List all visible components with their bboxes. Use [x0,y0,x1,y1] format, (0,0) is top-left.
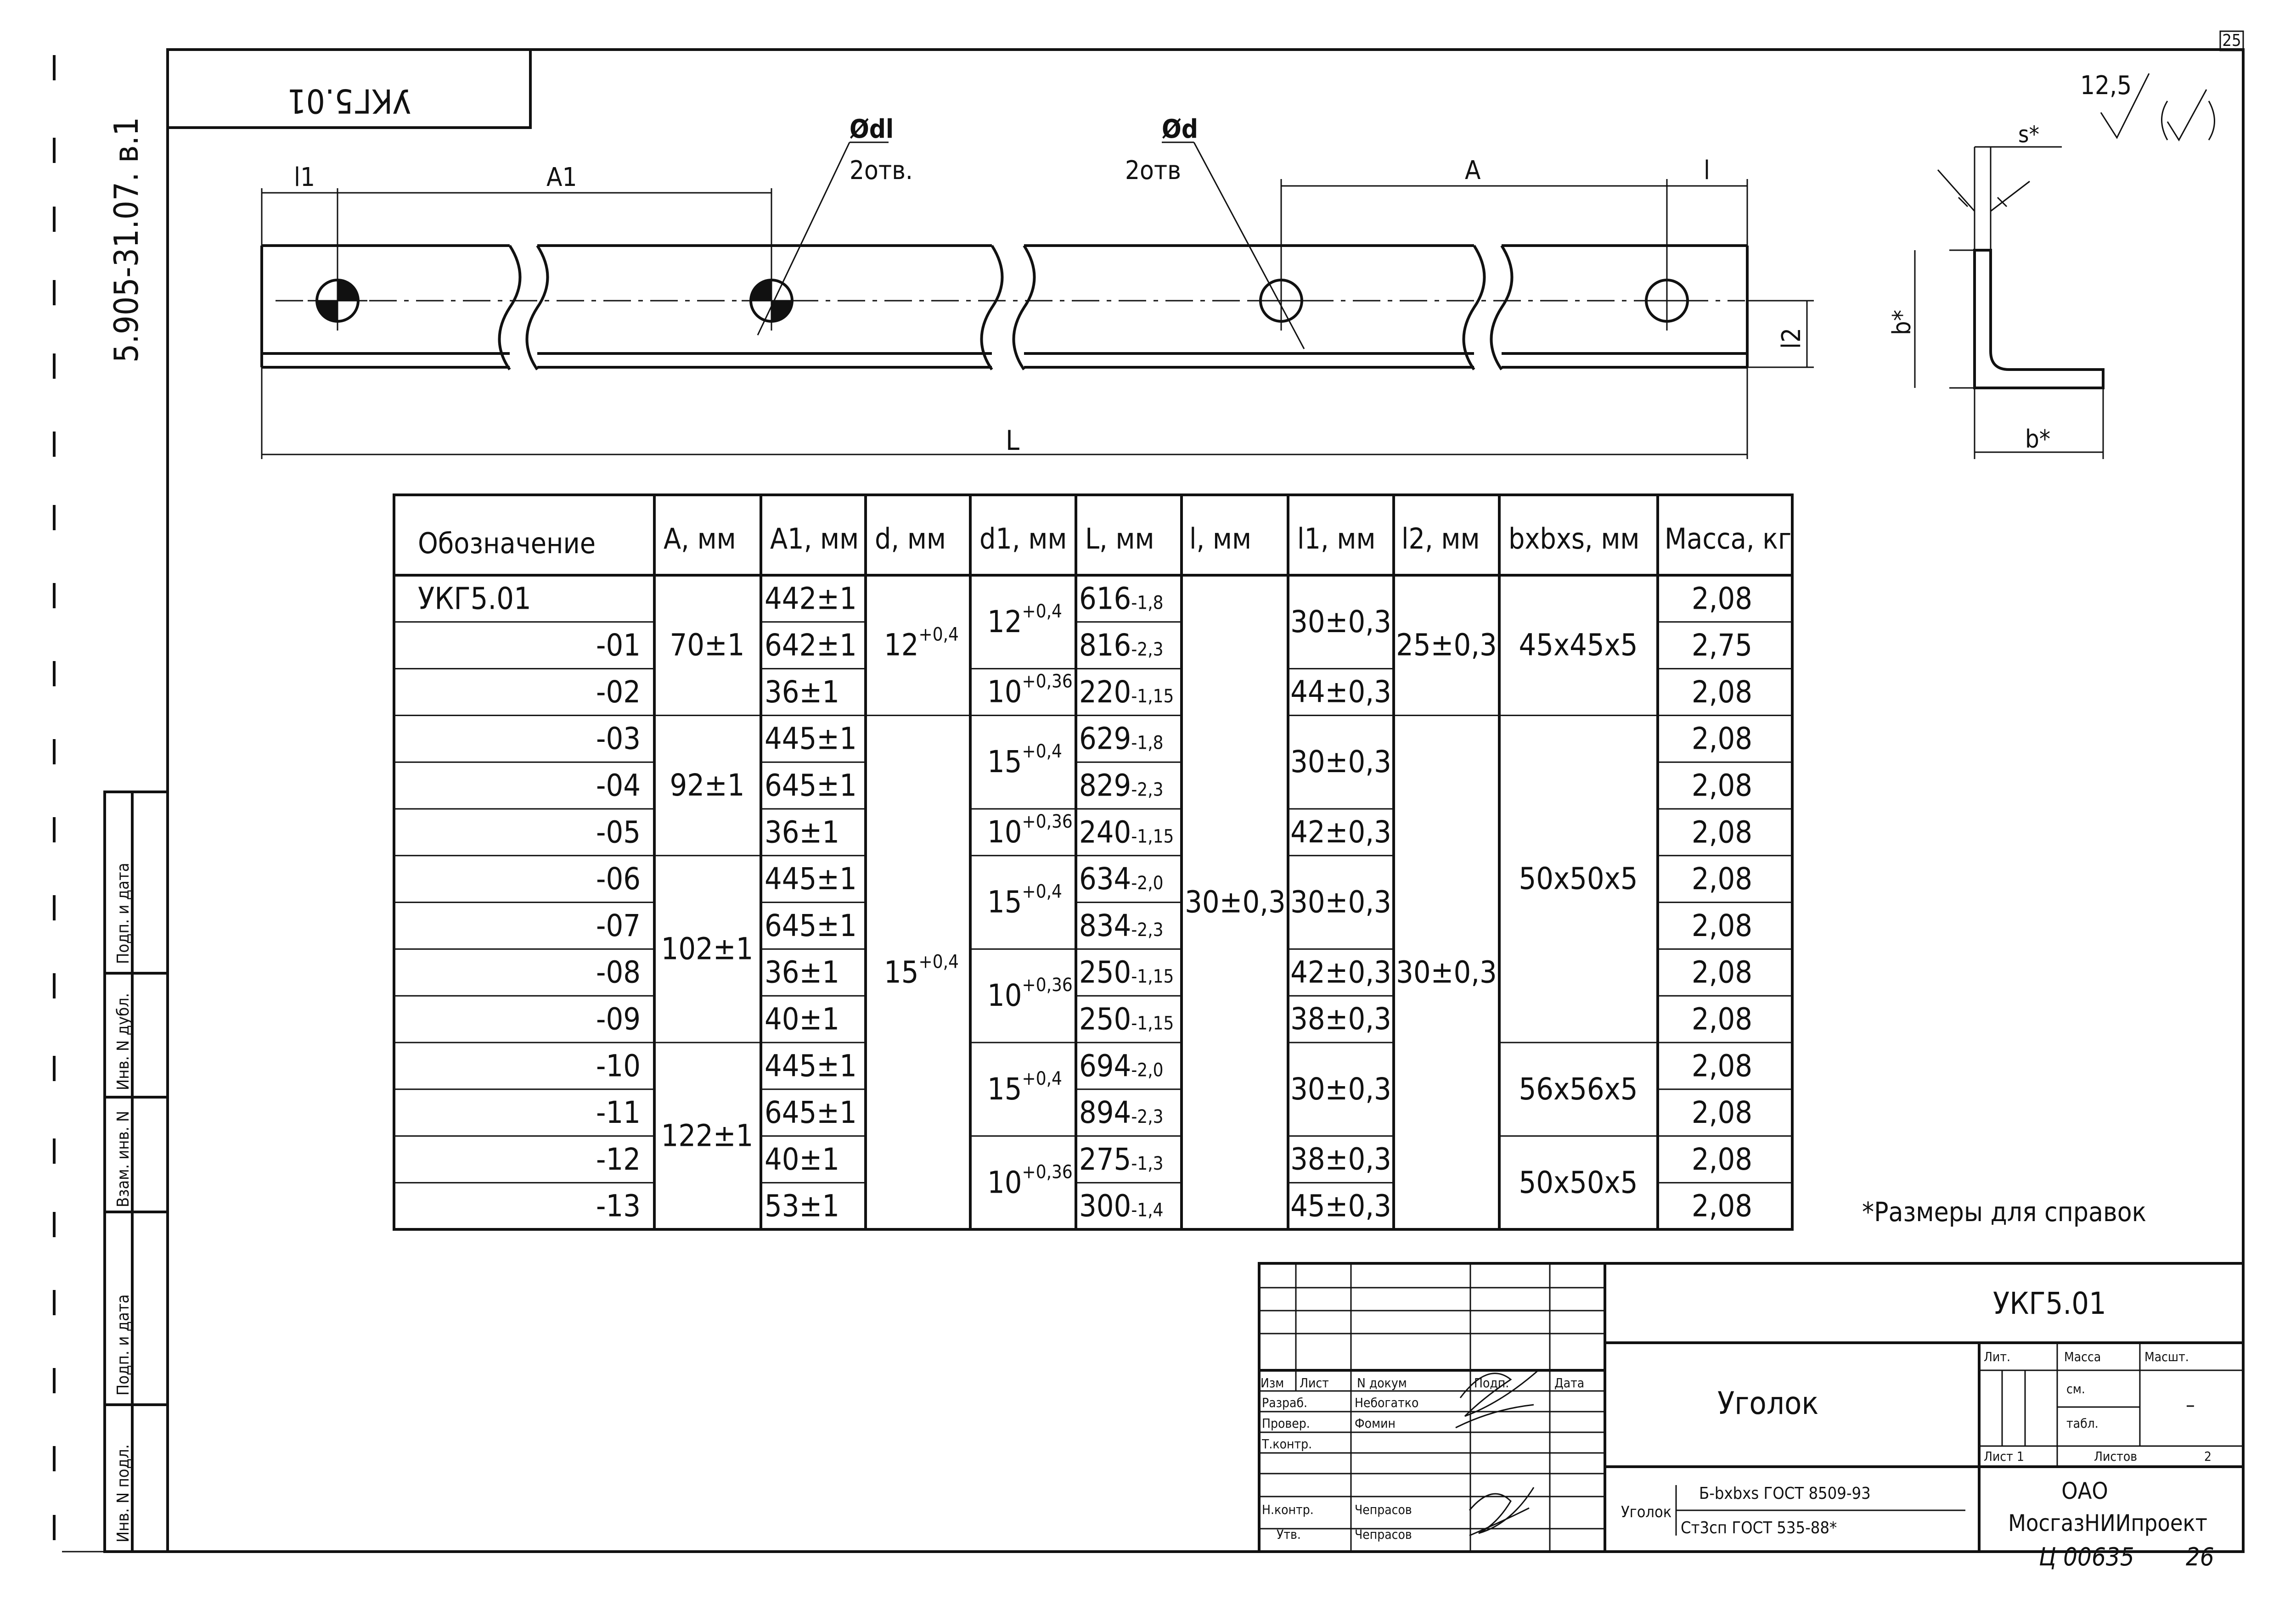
cell-A1: 36±1 [765,674,840,710]
svg-text:Ød: Ød [1162,114,1198,144]
cell-L: 829-2,3 [1079,768,1164,803]
cell-d1: $10^{+0,36}$ [987,811,1073,850]
cell-A1: 40±1 [765,1001,840,1037]
cell-L: 894-2,3 [1079,1095,1164,1131]
svg-text:Фомин: Фомин [1355,1416,1396,1431]
svg-text:табл.: табл. [2066,1416,2099,1431]
svg-text:Ст3сп ГОСТ 535-88*: Ст3сп ГОСТ 535-88* [1681,1519,1837,1537]
cell-l1: 38±0,3 [1290,1001,1391,1037]
svg-text:Изм: Изм [1261,1375,1284,1391]
header-L: L, мм [1085,522,1154,555]
cell-A1: 442±1 [765,581,857,617]
cell-d: $12^{+0,4}$ [884,624,959,663]
cell-L: 694-2,0 [1079,1048,1164,1084]
cell-mass: 2,08 [1691,1188,1753,1224]
cell-A1: 645±1 [765,1095,857,1131]
cell-mass: 2,08 [1691,581,1753,617]
cell-A1: 445±1 [765,721,857,757]
svg-text:l1: l1 [294,163,315,192]
cell-d1: $15^{+0,4}$ [987,881,1062,920]
svg-text:Масшт.: Масшт. [2144,1349,2189,1364]
cell-mass: 2,75 [1691,628,1753,663]
cell-A: 92±1 [670,768,745,803]
table-row-designation: УКГ5.01 [418,581,531,617]
svg-text:A1: A1 [546,163,577,192]
org-line-2: МосгазНИИпроект [2008,1510,2207,1536]
cell-d1: $10^{+0,36}$ [987,671,1073,710]
table-row-designation: -08 [596,954,641,990]
svg-text:Уголок: Уголок [1621,1503,1672,1521]
cell-mass: 2,08 [1691,908,1753,943]
svg-text:Т.контр.: Т.контр. [1262,1436,1312,1452]
svg-text:Лит.: Лит. [1984,1349,2010,1364]
header-l: l, мм [1189,522,1252,555]
cell-L: 634-2,0 [1079,861,1164,897]
cell-l1: 30±0,3 [1290,744,1391,780]
cell-L: 816-2,3 [1079,628,1164,663]
svg-text:b*: b* [1887,309,1916,335]
cell-l2: 25±0,3 [1396,627,1497,663]
archive-page: 26 [2186,1542,2214,1571]
cell-A1: 445±1 [765,861,857,897]
svg-text:Подп. и дата: Подп. и дата [114,1294,133,1396]
svg-text:L: L [1006,425,1020,457]
cell-bxbxs: 50x50x5 [1519,1165,1638,1200]
table-row-designation: -11 [596,1095,641,1131]
svg-text:Утв.: Утв. [1277,1527,1301,1542]
vertical-doc-code: 5.905-31.07. в.1 [107,117,146,363]
svg-text:Подп.: Подп. [1474,1375,1509,1391]
svg-text:Провер.: Провер. [1262,1416,1310,1431]
cell-mass: 2,08 [1691,674,1753,710]
table-row-designation: -13 [596,1188,641,1224]
svg-text:Лист: Лист [1300,1375,1329,1391]
svg-text:Подп. и дата: Подп. и дата [114,863,133,964]
svg-text:2: 2 [2204,1449,2212,1464]
svg-text:2отв: 2отв [1125,156,1181,185]
svg-text:Небогатко: Небогатко [1355,1395,1419,1410]
table-row-designation: -10 [596,1048,641,1084]
cell-bxbxs: 50x50x5 [1519,861,1638,897]
svg-text:s*: s* [2018,121,2039,148]
header-A1: A1, мм [770,522,859,555]
svg-text:b*: b* [2025,425,2051,454]
cell-l1: 30±0,3 [1290,884,1391,920]
cell-mass: 2,08 [1691,861,1753,897]
cell-mass: 2,08 [1691,721,1753,757]
cell-L: 220-1,15 [1079,674,1174,710]
cell-l1: 45±0,3 [1290,1188,1391,1224]
header-A: A, мм [664,522,736,555]
cell-A1: 642±1 [765,628,857,663]
cell-A1: 645±1 [765,908,857,943]
cell-d1: $15^{+0,4}$ [987,1068,1062,1107]
svg-text:Чепрасов: Чепрасов [1355,1502,1412,1517]
cell-l1: 44±0,3 [1290,674,1391,710]
cell-l1: 42±0,3 [1290,814,1391,850]
cell-A1: 645±1 [765,768,857,803]
cell-L: 616-1,8 [1079,581,1164,617]
svg-text:Дата: Дата [1554,1375,1585,1391]
svg-text:см.: см. [2066,1381,2085,1396]
cell-A: 122±1 [661,1118,754,1154]
svg-text:Листов: Листов [2094,1449,2138,1464]
cell-mass: 2,08 [1691,1048,1753,1084]
cell-A: 102±1 [661,931,754,967]
svg-text:Масса: Масса [2064,1349,2101,1364]
sheet-number: 25 [2222,31,2241,50]
cell-l1: 30±0,3 [1290,604,1391,639]
cell-L: 250-1,15 [1079,954,1174,990]
header-d1: d1, мм [979,522,1067,555]
svg-text:Лист 1: Лист 1 [1984,1449,2024,1464]
table-row-designation: -09 [596,1001,641,1037]
cell-l2: 30±0,3 [1396,954,1497,990]
header-d: d, мм [875,522,946,555]
cell-d1: $12^{+0,4}$ [987,600,1062,639]
svg-text:Инв. N дубл.: Инв. N дубл. [114,992,133,1090]
title-designation: УКГ5.01 [1993,1286,2106,1321]
svg-text:A: A [1465,156,1481,185]
cell-L: 240-1,15 [1079,814,1174,850]
cell-L: 834-2,3 [1079,908,1164,943]
svg-text:N докум: N докум [1357,1375,1407,1391]
cell-d: $15^{+0,4}$ [884,951,959,990]
svg-text:2отв.: 2отв. [850,156,913,185]
cell-bxbxs: 45x45x5 [1519,627,1638,663]
title-name: Уголок [1717,1385,1819,1422]
table-row-designation: -06 [596,861,641,897]
table-row-designation: -02 [596,674,641,710]
archive-code: Ц 00635 [2039,1542,2134,1571]
cell-L: 629-1,8 [1079,721,1164,757]
cell-mass: 2,08 [1691,768,1753,803]
svg-text:12,5: 12,5 [2080,71,2132,101]
header-bxbxs: bxbxs, мм [1508,522,1640,555]
cell-L: 275-1,3 [1079,1141,1164,1177]
cell-A1: 445±1 [765,1048,857,1084]
svg-text:l2: l2 [1777,327,1806,349]
table-row-designation: -07 [596,908,641,943]
svg-text:Н.контр.: Н.контр. [1262,1502,1314,1517]
cell-L: 300-1,4 [1079,1188,1164,1224]
cell-A1: 36±1 [765,814,840,850]
svg-text:Ødl: Ødl [850,114,894,144]
cell-d1: $10^{+0,36}$ [987,1161,1073,1200]
svg-text:Чепрасов: Чепрасов [1355,1527,1412,1542]
header-mass: Масса, кг [1665,522,1792,555]
cell-d1: $15^{+0,4}$ [987,741,1062,780]
table-row-designation: -04 [596,768,641,803]
table-row-designation: -05 [596,814,641,850]
cell-l: 30±0,3 [1185,884,1286,920]
header-l1: l1, мм [1297,522,1376,555]
cell-mass: 2,08 [1691,1141,1753,1177]
table-row-designation: -12 [596,1141,641,1177]
cell-A1: 40±1 [765,1141,840,1177]
org-line-1: ОАО [2061,1478,2108,1504]
svg-text:–: – [2186,1393,2195,1417]
svg-text:l: l [1704,156,1710,185]
cell-mass: 2,08 [1691,954,1753,990]
cell-mass: 2,08 [1691,1001,1753,1037]
cell-mass: 2,08 [1691,1095,1753,1131]
cell-mass: 2,08 [1691,814,1753,850]
header-l2: l2, мм [1401,522,1480,555]
svg-text:Взам. инв. N: Взам. инв. N [114,1110,133,1207]
cell-bxbxs: 56x56x5 [1519,1071,1638,1107]
cell-l1: 30±0,3 [1290,1071,1391,1107]
cell-A1: 53±1 [765,1188,840,1224]
cell-L: 250-1,15 [1079,1001,1174,1037]
cell-l1: 42±0,3 [1290,954,1391,990]
svg-text:УКГ5.01: УКГ5.01 [287,82,411,120]
footnote: *Размеры для справок [1862,1196,2147,1228]
svg-text:Инв. N подл.: Инв. N подл. [114,1444,133,1542]
cell-A: 70±1 [670,627,745,663]
header-designation: Обозначение [418,527,596,560]
cell-d1: $10^{+0,36}$ [987,975,1073,1014]
cell-l1: 38±0,3 [1290,1141,1391,1177]
table-row-designation: -03 [596,721,641,757]
svg-text:Б-bxbxs ГОСТ 8509-93: Б-bxbxs ГОСТ 8509-93 [1699,1484,1871,1503]
table-row-designation: -01 [596,628,641,663]
svg-text:Разраб.: Разраб. [1262,1395,1307,1410]
cell-A1: 36±1 [765,954,840,990]
